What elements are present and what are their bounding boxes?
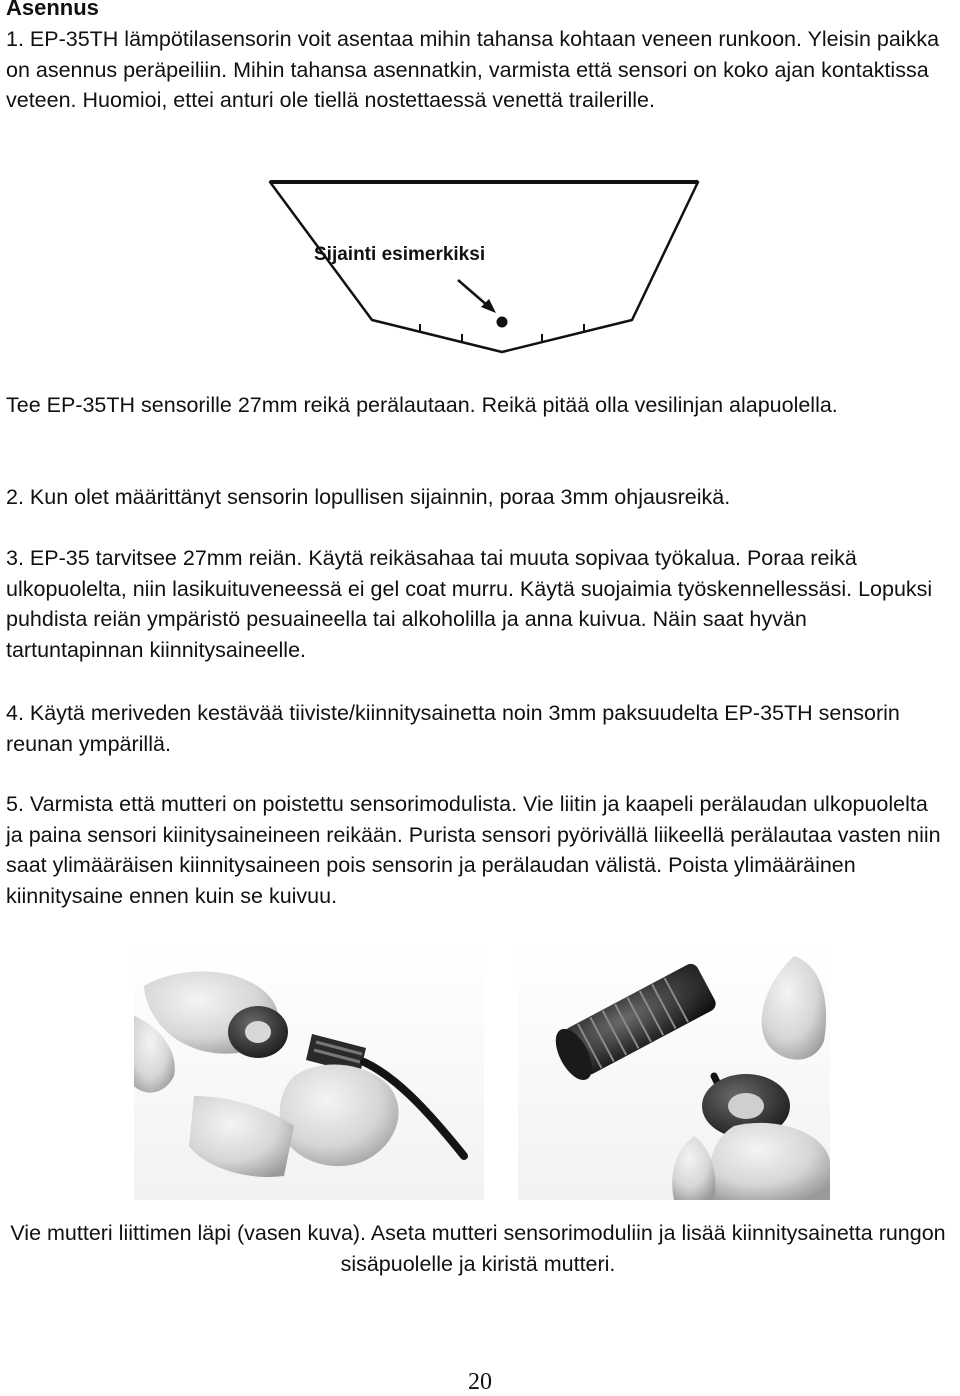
hole-instruction-paragraph: Tee EP-35TH sensorille 27mm reikä perälautaan. Reikä pitää olla vesilinjan alapuolella. <box>6 393 838 417</box>
diagram-label: Sijainti esimerkiksi <box>314 244 486 265</box>
section-heading: Asennus <box>6 0 99 20</box>
photo-nut-on-sensor <box>518 946 830 1200</box>
step-3-paragraph: 3. EP-35 tarvitsee 27mm reiän. Käytä reikäsahaa tai muuta sopivaa työkalua. Poraa reikä ulkopuolelta, niin lasikuituveneessä ei gel coat murru. Käytä suojaimia työskennellessäsi. Lopuksi puhdista reiän ympäristö pesuaineella tai alkoholilla ja anna kuivua. Näin saat hyvän tartuntapinnan kiinnitysaineelle. <box>6 546 933 662</box>
photo-caption: Vie mutteri liittimen läpi (vasen kuva). Aseta mutteri sensorimoduliin ja lisää kiinnitysainetta rungon sisäpuolelle ja kiristä mutteri. <box>10 1221 946 1276</box>
step-4-paragraph: 4. Käytä meriveden kestävää tiiviste/kiinnitysainetta noin 3mm paksuudelta EP-35TH sensorin reunan ympärillä. <box>6 701 900 756</box>
page-number: 20 <box>468 1369 492 1395</box>
transom-location-diagram <box>262 174 710 356</box>
step-2-paragraph: 2. Kun olet määrittänyt sensorin lopullisen sijainnin, poraa 3mm ohjausreikä. <box>6 485 731 509</box>
step-5-paragraph: 5. Varmista että mutteri on poistettu sensorimodulista. Vie liitin ja kaapeli perälaudan ulkopuolelta ja paina sensori kiinitysaineineen reikään. Purista sensori pyörivällä liikeellä perälautaa vasten niin saat ylimääräisen kiinnitysaineen pois sensorin ja perälaudan välistä. Poista ylimääräinen kiinnitysaine ennen kuin se kuivuu. <box>6 792 941 908</box>
photo-nut-over-connector <box>134 946 484 1200</box>
sensor-location-dot <box>497 317 508 328</box>
step-1-paragraph: 1. EP-35TH lämpötilasensorin voit asentaa mihin tahansa kohtaan veneen runkoon. Yleisin paikka on asennus peräpeiliin. Mihin tahansa asennatkin, varmista että sensori on koko ajan kontaktissa veteen. Huomioi, ettei anturi ole tiellä nostettaessä venettä trailerille. <box>6 27 940 112</box>
installation-photos <box>134 946 830 1200</box>
